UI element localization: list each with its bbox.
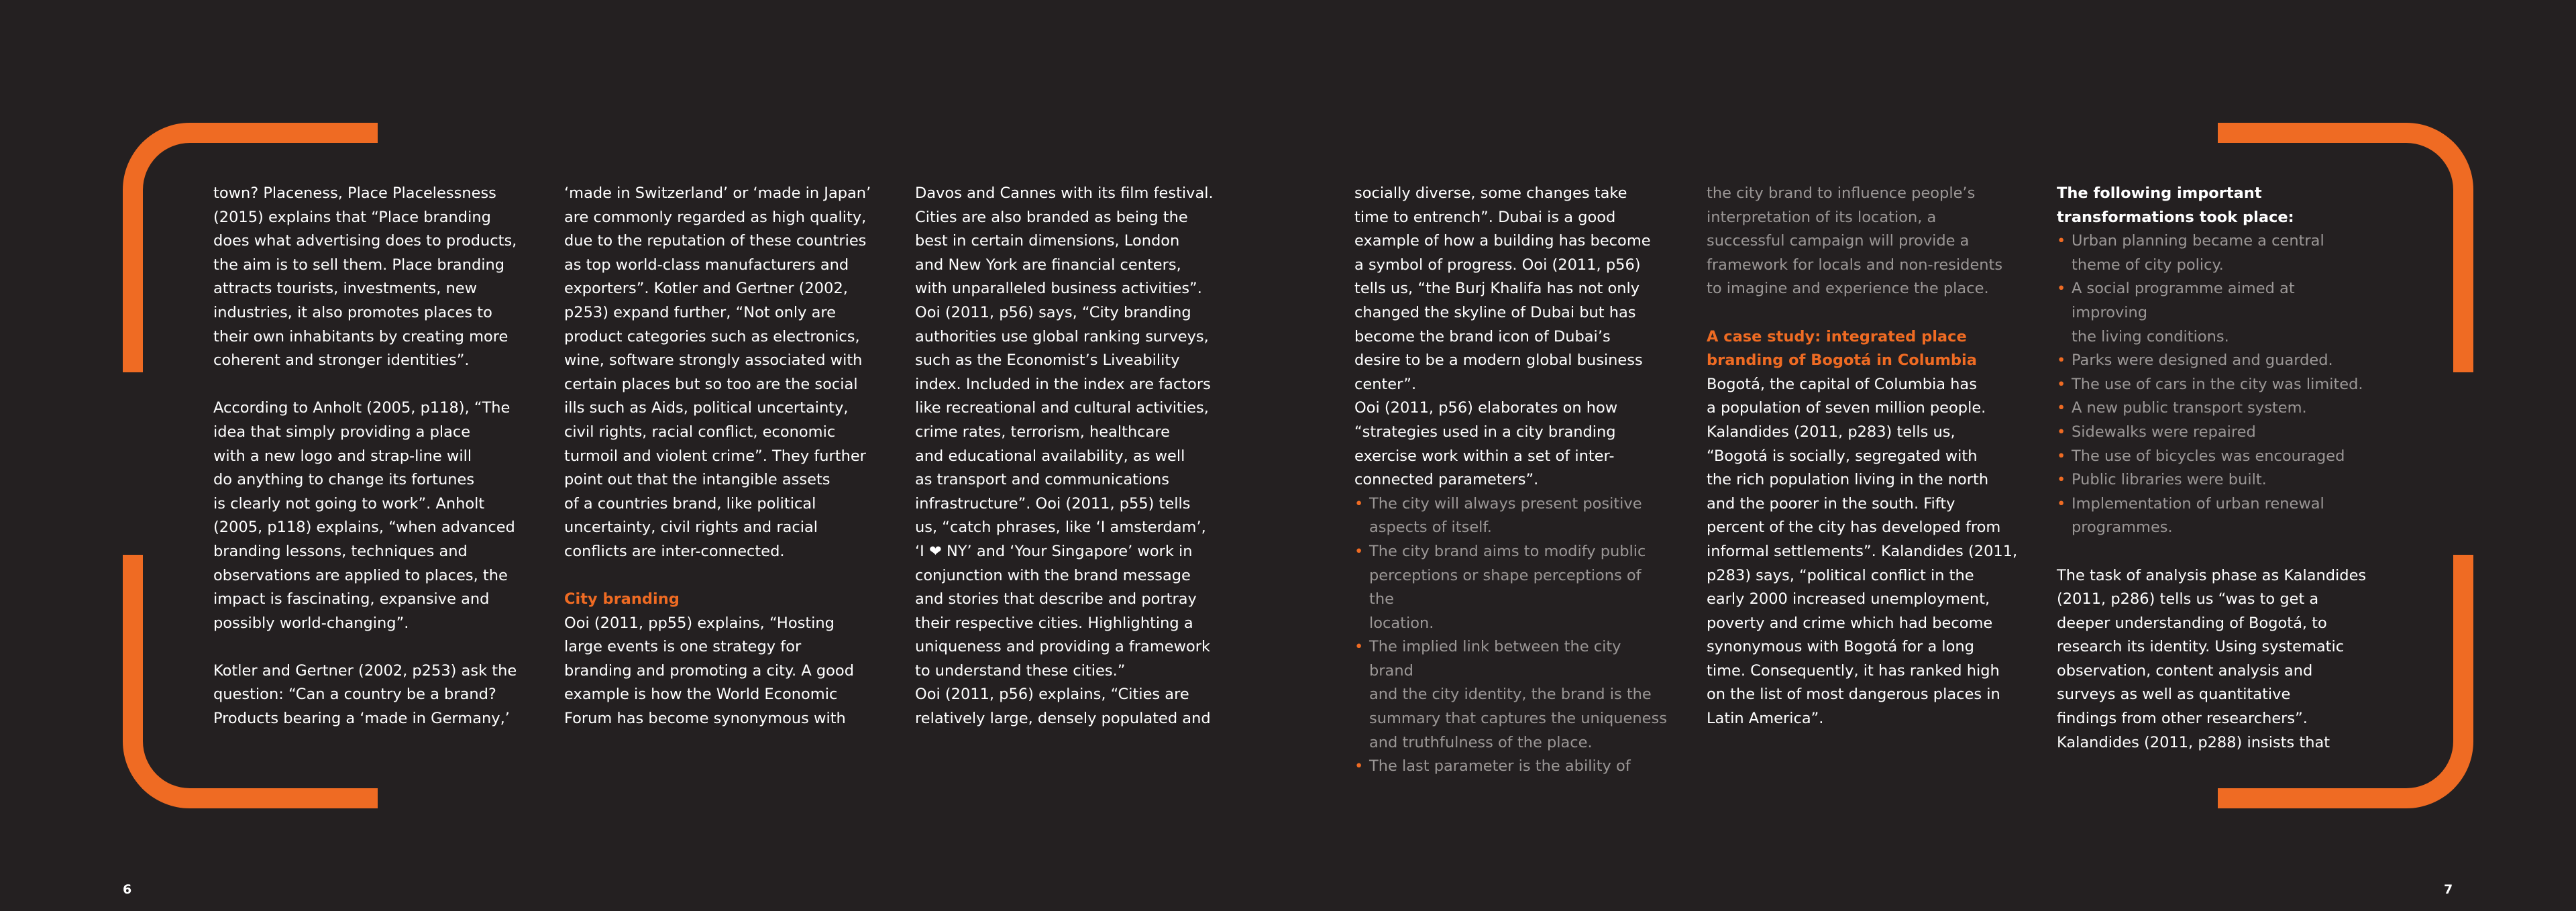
- paragraph: town? Placeness, Place Placelessness (2015) explains that “Place branding does what advertising does to products, the aim is to sell them. Place branding attracts tourists, investments, new industries, it also promotes places to their own inhabitants by creating more coherent and stronger identities”.: [213, 184, 517, 370]
- bullet-icon: •: [2057, 447, 2066, 465]
- transformations-bullet-list: [2057, 229, 2372, 540]
- bullet-icon: •: [2057, 471, 2066, 489]
- bullet-icon: •: [2057, 494, 2066, 513]
- paragraph: Kotler and Gertner (2002, p253) ask the question: “Can a country be a brand? Products bearing a ‘made in Germany,’: [213, 661, 517, 728]
- paragraph: ‘made in Switzerland’ or ‘made in Japan’ are commonly regarded as high quality, due to the reputation of these countries as top world-class manufacturers and exporters”. Kotler and Gertner (2002, p253) expand further, “Not only are product categories such as electronics, wine, software strongly associated with certain places but so too are the social ills such as Aids, political uncertainty, civil rights, racial conflict, economic turmoil and violent crime”. They further point out that the intangible assets of a countries brand, like political uncertainty, civil rights and racial conflicts are inter-connected.: [564, 184, 871, 560]
- list-item: • Sidewalks were repaired: [2057, 421, 2372, 445]
- page-number-right: 7: [2444, 882, 2453, 897]
- section-heading-case-study: A case study: integrated place branding of Bogotá in Columbia: [1707, 327, 1977, 370]
- bullet-icon: •: [1354, 494, 1364, 513]
- bullet-icon: •: [2057, 375, 2066, 393]
- text-column-4: [1354, 182, 1670, 779]
- list-item: • The implied link between the city brand and the city identity, the brand is the summary that captures the uniqueness and truthfulness of the place.: [1354, 635, 1670, 755]
- list-item: • A new public transport system.: [2057, 396, 2372, 421]
- list-item: • The use of cars in the city was limited.: [2057, 373, 2372, 397]
- section-heading-city-branding: City branding: [564, 590, 680, 608]
- list-item: • The city will always present positive aspects of itself.: [1354, 492, 1670, 540]
- paragraph: Ooi (2011, pp55) explains, “Hosting large events is one strategy for branding and promoting a city. A good example is how the World Economic Forum has become synonymous with: [564, 614, 854, 728]
- paragraph: The task of analysis phase as Kalandides (2011, p286) tells us “was to get a deeper understanding of Bogotá, to research its identity. Using systematic observation, content analysis and surveys as well as quantitative findings from other researchers”. Kalandides (2011, p288) insists that: [2057, 566, 2367, 751]
- text-column-5: [1707, 182, 2022, 731]
- paragraph: Davos and Cannes with its film festival. Cities are also branded as being the best in certain dimensions, London and New York are financial centers, with unparalleled business activities”. Ooi (2011, p56) says, “City branding authorities use global ranking surveys, such as the Economist’s Liveability index. Included in the index are factors like recreational and cultural activities, crime rates, terrorism, healthcare and educational availability, as well as transport and communications infrastructure”. Ooi (2011, p55) tells us, “catch phrases, like ‘I amsterdam’, ‘I ❤ NY’ and ‘Your Singapore’ work in conjunction with the brand message and stories that describe and portray their respective cities. Highlighting a uniqueness and providing a framework to understand these cities.” Ooi (2011, p56) explains, “Cities are relatively large, densely populated and: [915, 184, 1214, 728]
- bullet-icon: •: [1354, 638, 1364, 656]
- list-item: • The city brand aims to modify public perceptions or shape perceptions of the location.: [1354, 540, 1670, 635]
- text-column-2: [564, 182, 879, 731]
- bullet-icon: •: [2057, 399, 2066, 417]
- text-column-6: [2057, 182, 2372, 755]
- list-item: • Urban planning became a central theme of city policy.: [2057, 229, 2372, 277]
- bullet-icon: •: [2057, 280, 2066, 298]
- list-item: • Public libraries were built.: [2057, 468, 2372, 492]
- list-item: • The last parameter is the ability of: [1354, 755, 1670, 779]
- parameter-bullet-list: [1354, 492, 1670, 779]
- bullet-icon: •: [2057, 232, 2066, 250]
- text-column-1: [213, 182, 529, 731]
- paragraph: socially diverse, some changes take time to entrench”. Dubai is a good example of how a building has become a symbol of progress. Ooi (2011, p56) tells us, “the Burj Khalifa has not only changed the skyline of Dubai but has become the brand icon of Dubai’s desire to be a modern global business center”. Ooi (2011, p56) elaborates on how “strategies used in a city branding exercise work within a set of inter- connected parameters”.: [1354, 184, 1651, 489]
- bullet-icon: •: [1354, 757, 1364, 775]
- page-number-left: 6: [123, 882, 132, 897]
- paragraph: Bogotá, the capital of Columbia has a population of seven million people. Kalandides (2011, p283) tells us, “Bogotá is socially, segregated with the rich population living in the north and the poorer in the south. Fifty percent of the city has developed from informal settlements”. Kalandides (2011, p283) says, “political conflict in the early 2000 increased unemployment, poverty and crime which had become synonymous with Bogotá for a long time. Consequently, it has ranked high on the list of most dangerous places in Latin America”.: [1707, 375, 2018, 728]
- paragraph: According to Anholt (2005, p118), “The idea that simply providing a place with a new logo and strap-line will do anything to change its fortunes is clearly not going to work”. Anholt (2005, p118) explains, “when advanced branding lessons, techniques and observations are applied to places, the impact is fascinating, expansive and possibly world-changing”.: [213, 399, 515, 632]
- list-item: • A social programme aimed at improving the living conditions.: [2057, 277, 2372, 349]
- paragraph: the city brand to influence people’s interpretation of its location, a successful campaign will provide a framework for locals and non-residents to imagine and experience the place.: [1707, 184, 2003, 298]
- list-item: • Parks were designed and guarded.: [2057, 349, 2372, 373]
- text-column-3: [915, 182, 1230, 731]
- bullet-icon: •: [2057, 423, 2066, 441]
- bullet-icon: •: [1354, 542, 1364, 560]
- subheading-transformations: The following important transformations took place:: [2057, 184, 2294, 226]
- bullet-icon: •: [2057, 352, 2066, 370]
- list-item: • The use of bicycles was encouraged: [2057, 445, 2372, 469]
- list-item: • Implementation of urban renewal programmes.: [2057, 492, 2372, 540]
